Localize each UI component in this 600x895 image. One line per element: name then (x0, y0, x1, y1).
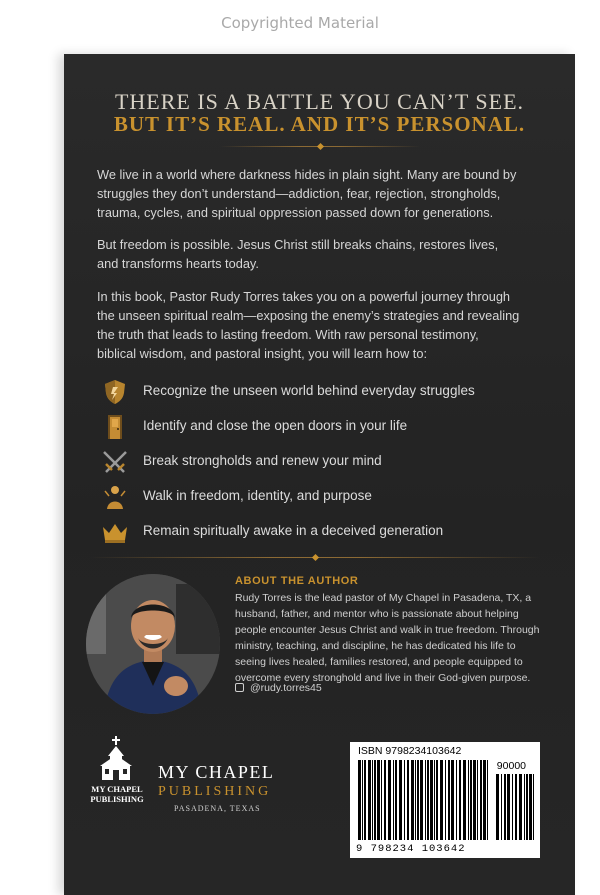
paragraph-line: struggles they don’t understand—addiction, fear, rejection, strongholds, (97, 186, 501, 201)
isbn-text: ISBN 9798234103642 (358, 745, 462, 757)
bio-line: husband, father, and mentor who is passionate about helping (235, 608, 519, 620)
paragraph-line: the unseen spiritual realm—exposing the enemy’s strategies and revealing (97, 308, 520, 323)
paragraph-line: the truth that leads to lasting freedom. With raw personal testimony, (97, 327, 479, 342)
learn-item-label: Walk in freedom, identity, and purpose (143, 488, 372, 503)
price-code: 90000 (496, 760, 526, 772)
crown-icon (100, 518, 130, 546)
publisher-city: PASADENA, TEXAS (174, 804, 261, 813)
book-summary-paragraph (97, 287, 552, 363)
paragraph-line: and transforms hearts today. (97, 256, 259, 271)
paragraph-line: In this book, Pastor Rudy Torres takes you on a powerful journey through (97, 289, 511, 304)
publisher-logo-text (80, 784, 154, 804)
freedom-paragraph (97, 235, 552, 273)
paragraph-line: We live in a world where darkness hides in plain sight. Many are bound by (97, 167, 517, 182)
crossed-swords-icon (100, 448, 130, 476)
author-bio (235, 590, 545, 686)
barcode-bars (358, 760, 488, 840)
divider-ornament-top (220, 146, 420, 147)
learn-item (100, 412, 560, 442)
bio-line: people encounter Jesus Christ and walk in true freedom. Through (235, 624, 540, 636)
chapel-logo-icon (98, 736, 134, 782)
author-photo (86, 574, 220, 714)
bio-line: overcome every stronghold and live in their God-given purpose. (235, 672, 531, 684)
paragraph-line: But freedom is possible. Jesus Christ still breaks chains, restores lives, (97, 237, 499, 252)
instagram-handle-text: @rudy.torres45 (250, 682, 322, 694)
bio-line: seeing lives healed, families restored, and people equipped to (235, 656, 523, 668)
learn-item-label: Identify and close the open doors in your life (143, 418, 408, 433)
divider-ornament-middle (90, 557, 540, 558)
intro-paragraph (97, 165, 552, 222)
learn-item-label: Remain spiritually awake in a deceived generation (143, 523, 444, 538)
learn-item-label: Recognize the unseen world behind everyday struggles (143, 383, 475, 398)
publisher-name: MY CHAPEL (158, 762, 275, 782)
logo-line: MY CHAPEL (91, 784, 143, 794)
learn-item-label: Break strongholds and renew your mind (143, 453, 382, 468)
door-icon (100, 413, 130, 441)
headline-line-1: THERE IS A BATTLE YOU CAN’T SEE. (114, 89, 525, 114)
price-bars (496, 774, 534, 840)
paragraph-line: trauma, cycles, and spiritual oppression passed down for generations. (97, 205, 494, 220)
paragraph-line: biblical wisdom, and pastoral insight, you will learn how to: (97, 346, 428, 361)
shield-icon (100, 378, 130, 406)
learn-item (100, 517, 560, 547)
isbn-barcode (350, 742, 540, 858)
instagram-icon (235, 683, 244, 692)
person-freedom-icon (100, 483, 130, 511)
about-author-heading: ABOUT THE AUTHOR (235, 575, 359, 587)
barcode-number: 9 798234 103642 (356, 843, 466, 855)
bio-line: ministry, teaching, and discipline, he has dedicated his life to (235, 640, 516, 652)
logo-line: PUBLISHING (90, 794, 144, 804)
publisher-subname: PUBLISHING (158, 784, 272, 799)
headline-line-2: BUT IT’S REAL. AND IT’S PERSONAL. (113, 112, 526, 136)
learn-item (100, 377, 560, 407)
bio-line: Rudy Torres is the lead pastor of My Chapel in Pasadena, TX, a (235, 592, 532, 604)
instagram-handle (235, 682, 322, 694)
copyright-watermark: Copyrighted Material (221, 14, 379, 32)
learn-item (100, 482, 560, 512)
learn-item (100, 447, 560, 477)
